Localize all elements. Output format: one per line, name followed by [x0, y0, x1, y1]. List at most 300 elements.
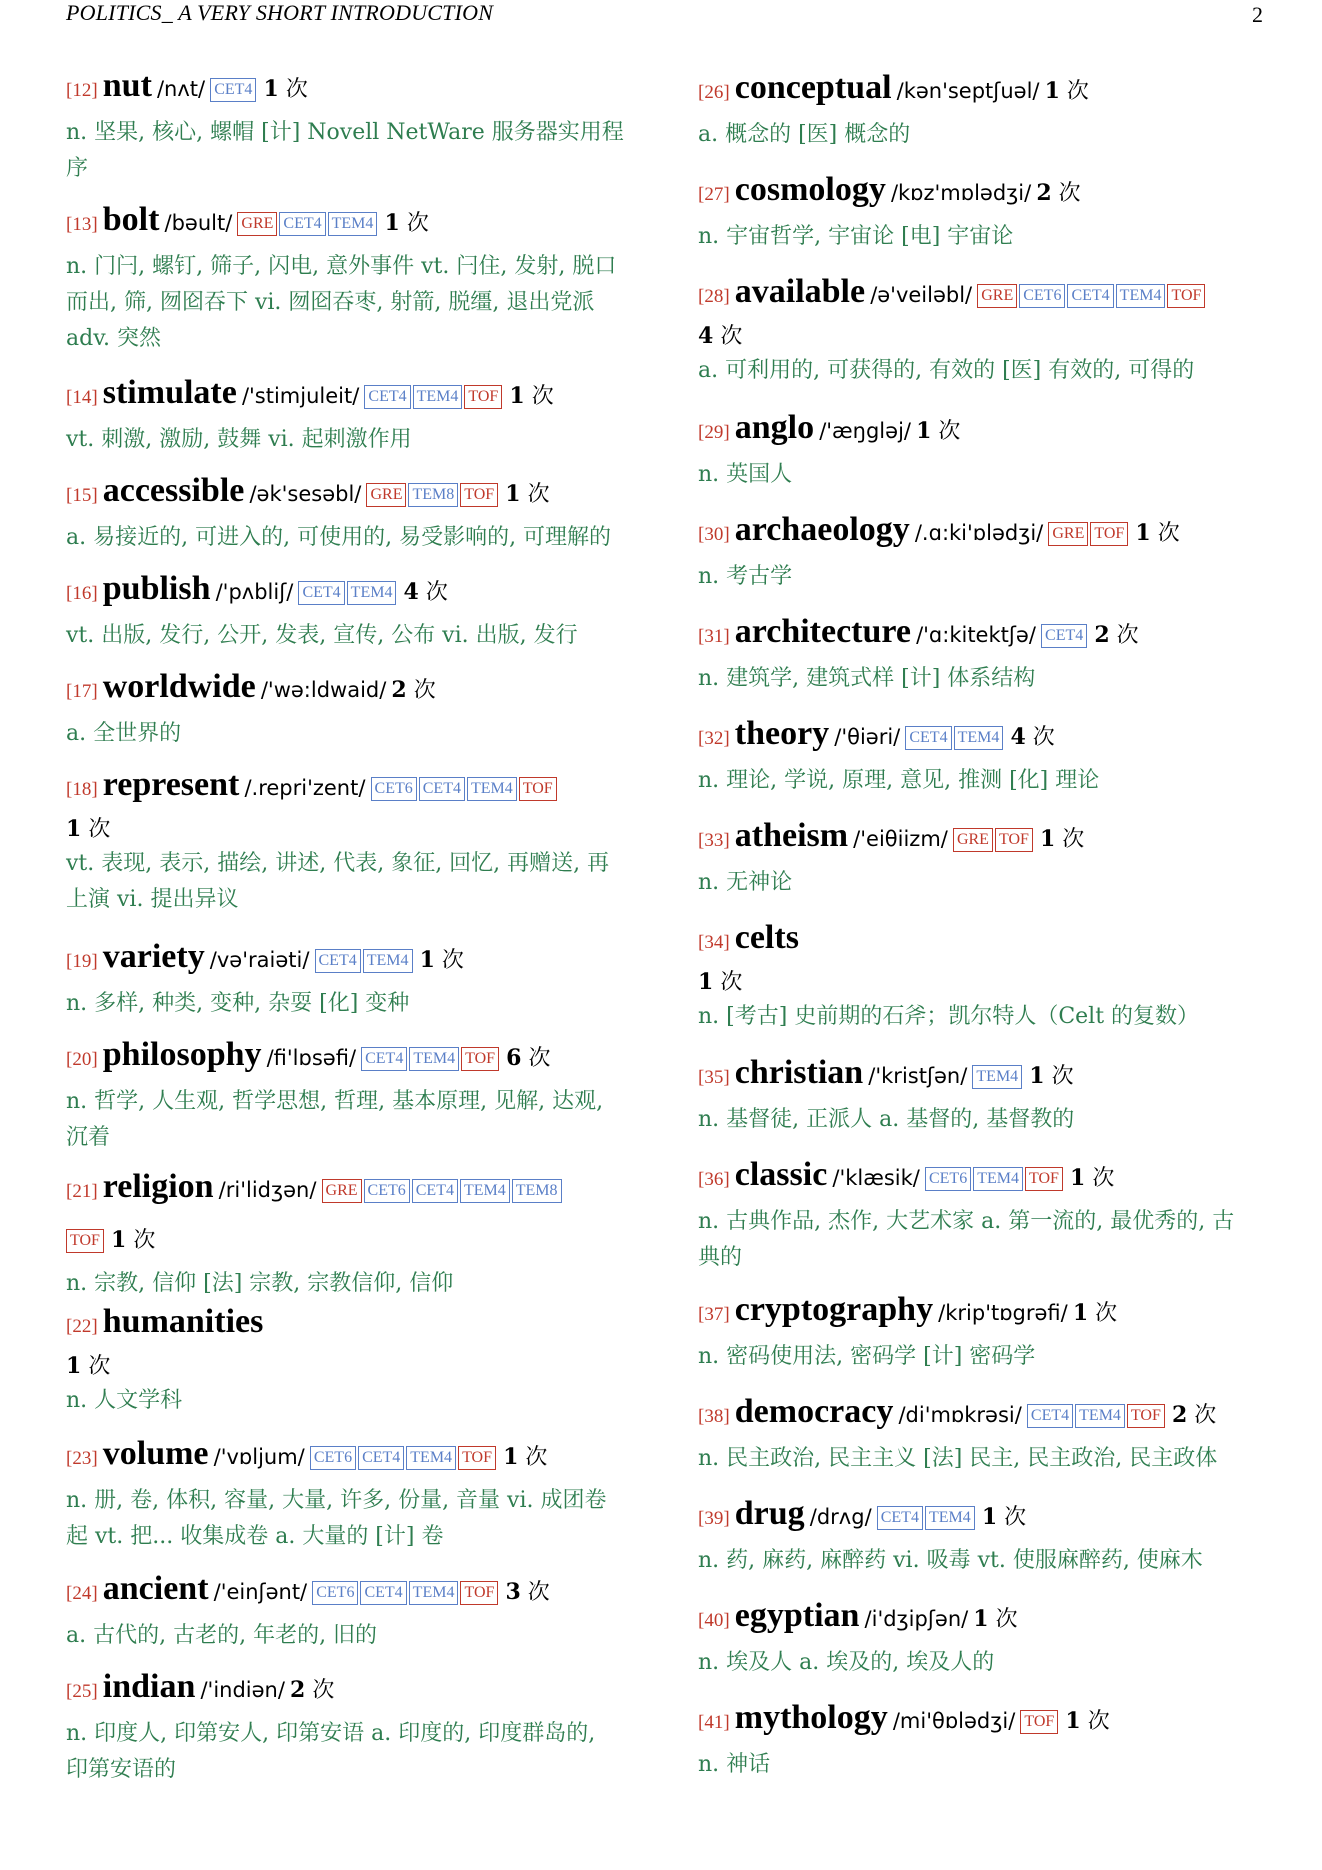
- entry-word: worldwide: [102, 668, 256, 705]
- definition-line: n. 宇宙哲学, 宇宙论 [电] 宇宙论: [698, 224, 1014, 249]
- entry-definition: [698, 457, 1274, 493]
- entry-word: christian: [734, 1054, 864, 1091]
- entry-index: [28]: [698, 286, 730, 307]
- entry-index: [16]: [66, 583, 98, 604]
- exam-tag-tem4: TEM4: [925, 1506, 975, 1530]
- exam-tag-cet4: CET4: [210, 78, 256, 102]
- entry-index: [26]: [698, 82, 730, 103]
- entry-headline: [66, 369, 638, 422]
- definition-line: n. 坚果, 核心, 螺帽 [计] Novell NetWare 服务器实用程: [66, 120, 624, 145]
- vocab-entry: [698, 166, 1274, 255]
- exam-tag-tof: TOF: [519, 777, 557, 801]
- entry-definition: [698, 661, 1274, 697]
- entry-phonetic: /kən'septʃuəl/: [896, 79, 1040, 103]
- vocab-entry: [66, 1430, 638, 1555]
- entry-definition: [698, 353, 1274, 389]
- entry-word: ancient: [102, 1570, 209, 1607]
- definition-line: vt. 表现, 表示, 描绘, 讲述, 代表, 象征, 回忆, 再赠送, 再: [66, 851, 610, 876]
- entry-headline: [698, 1286, 1274, 1339]
- entry-index: [23]: [66, 1448, 98, 1469]
- entry-occurrence-count: 1 次: [1044, 78, 1089, 104]
- entry-headline: [66, 196, 638, 249]
- exam-tag-gre: GRE: [366, 483, 406, 507]
- exam-tag-cet4: CET4: [358, 1446, 404, 1470]
- entry-index: [25]: [66, 1681, 98, 1702]
- entry-definition: [66, 1483, 638, 1555]
- entry-word: cryptography: [734, 1291, 934, 1328]
- exam-tag-cet4: CET4: [364, 385, 410, 409]
- entry-definition: [698, 1645, 1274, 1681]
- exam-tag-tof: TOF: [995, 828, 1033, 852]
- definition-line: 序: [66, 156, 89, 181]
- definition-line: n. 人文学科: [66, 1388, 183, 1413]
- vocab-entry: [698, 1151, 1274, 1276]
- entry-occurrence-count: 2 次: [1171, 1402, 1217, 1428]
- entry-word: mythology: [734, 1699, 888, 1736]
- definition-line: vt. 刺激, 激励, 鼓舞 vi. 起刺激作用: [66, 427, 412, 452]
- entry-word: egyptian: [734, 1597, 860, 1634]
- entry-index: [29]: [698, 422, 730, 443]
- definition-line: n. 宗教, 信仰 [法] 宗教, 宗教信仰, 信仰: [66, 1271, 454, 1296]
- entry-count-line: [698, 967, 1274, 999]
- entry-phonetic: /'æŋgləj/: [819, 419, 911, 443]
- entry-word: publish: [102, 570, 211, 607]
- entry-headline: [698, 166, 1274, 219]
- entry-phonetic: /'eiθiizm/: [853, 827, 948, 851]
- entry-word: cosmology: [734, 171, 886, 208]
- entry-headline: [66, 62, 638, 115]
- definition-line: n. 神话: [698, 1752, 771, 1777]
- definition-line: n. 册, 卷, 体积, 容量, 大量, 许多, 份量, 音量 vi. 成团卷: [66, 1488, 607, 1513]
- entry-word: atheism: [734, 817, 849, 854]
- exam-tag-tem8: TEM8: [512, 1179, 562, 1203]
- definition-line: n. 理论, 学说, 原理, 意见, 推测 [化] 理论: [698, 768, 1100, 793]
- entry-occurrence-count: 1 次: [505, 481, 550, 507]
- entry-occurrence-count: 1 次: [1039, 826, 1085, 852]
- entry-phonetic: /nʌt/: [156, 77, 206, 101]
- entry-occurrence-count: 1 次: [973, 1606, 1018, 1632]
- entry-definition: [66, 986, 638, 1022]
- entry-phonetic: /'stimjuleit/: [241, 384, 360, 408]
- entry-occurrence-count: 6 次: [506, 1045, 551, 1071]
- entry-index: [41]: [698, 1712, 730, 1733]
- entry-word: philosophy: [102, 1036, 262, 1073]
- definition-line: n. 密码使用法, 密码学 [计] 密码学: [698, 1344, 1036, 1369]
- entry-definition: [698, 865, 1274, 901]
- exam-tag-tem4: TEM4: [973, 1167, 1023, 1191]
- exam-tag-gre: GRE: [237, 212, 277, 236]
- entry-phonetic: /.repri'zent/: [244, 776, 366, 800]
- exam-tag-tem4: TEM4: [413, 385, 463, 409]
- vocab-entry: [66, 62, 638, 187]
- entry-word: represent: [102, 766, 240, 803]
- entry-occurrence-count: 1 次: [509, 383, 554, 409]
- exam-tag-tem4: TEM4: [972, 1065, 1022, 1089]
- entry-definition: [66, 618, 638, 654]
- entry-phonetic: /mi'θɒlədʒi/: [892, 1709, 1016, 1733]
- exam-tag-cet4: CET4: [905, 726, 951, 750]
- entry-headline-cont: [66, 1216, 638, 1266]
- entry-definition: [66, 1383, 638, 1419]
- entry-word: anglo: [734, 409, 815, 446]
- exam-tag-tof: TOF: [1167, 284, 1205, 308]
- vocab-entry: [698, 1694, 1274, 1783]
- entry-word: religion: [102, 1168, 214, 1205]
- definition-line: n. 门闩, 螺钉, 筛子, 闪电, 意外事件 vt. 闩住, 发射, 脱口: [66, 254, 617, 279]
- vocab-entry: [66, 933, 638, 1022]
- entry-phonetic: /'einʃənt/: [213, 1580, 308, 1604]
- entry-occurrence-count: 4 次: [1010, 724, 1055, 750]
- exam-tag-cet4: CET4: [360, 1581, 406, 1605]
- entry-index: [40]: [698, 1610, 730, 1631]
- definition-line: n. 基督徒, 正派人 a. 基督的, 基督教的: [698, 1107, 1075, 1132]
- definition-line: a. 全世界的: [66, 721, 182, 746]
- entry-headline: [698, 1388, 1274, 1441]
- entry-index: [19]: [66, 951, 98, 972]
- exam-tag-cet4: CET4: [877, 1506, 923, 1530]
- entry-headline: [66, 933, 638, 986]
- entry-definition: [698, 763, 1274, 799]
- entry-word: celts: [734, 919, 799, 956]
- vocab-entry: [698, 268, 1274, 389]
- exam-tag-tem4: TEM4: [406, 1446, 456, 1470]
- entry-headline: [66, 1565, 638, 1618]
- entry-definition: [698, 117, 1274, 153]
- entry-index: [24]: [66, 1583, 98, 1604]
- definition-line: 起 vt. 把... 收集成卷 a. 大量的 [计] 卷: [66, 1524, 444, 1549]
- entry-index: [17]: [66, 681, 98, 702]
- vocab-entry: [66, 196, 638, 357]
- entry-occurrence-count: 1 次: [66, 1353, 111, 1379]
- entry-headline: [66, 663, 638, 716]
- vocab-entry: [698, 1049, 1274, 1138]
- entry-index: [30]: [698, 524, 730, 545]
- entry-headline: [698, 812, 1274, 865]
- entry-headline: [698, 1049, 1274, 1102]
- entry-word: accessible: [102, 472, 245, 509]
- exam-tag-tem4: TEM4: [409, 1581, 459, 1605]
- exam-tag-tof: TOF: [1025, 1167, 1063, 1191]
- exam-tag-tof: TOF: [461, 1047, 499, 1071]
- definition-line: adv. 突然: [66, 326, 162, 351]
- entry-index: [31]: [698, 626, 730, 647]
- entry-headline: [698, 1592, 1274, 1645]
- vocab-entry: [66, 467, 638, 556]
- definition-line: 沉着: [66, 1125, 111, 1150]
- exam-tag-cet6: CET6: [371, 777, 417, 801]
- exam-tag-tem4: TEM4: [1075, 1404, 1125, 1428]
- entry-occurrence-count: 1 次: [916, 418, 961, 444]
- definition-line: vt. 出版, 发行, 公开, 发表, 宣传, 公布 vi. 出版, 发行: [66, 623, 578, 648]
- entry-index: [38]: [698, 1406, 730, 1427]
- exam-tag-cet6: CET6: [312, 1581, 358, 1605]
- entry-headline: [698, 404, 1274, 457]
- exam-tag-gre: GRE: [1048, 522, 1088, 546]
- exam-tag-tem4: TEM4: [460, 1179, 510, 1203]
- entry-occurrence-count: 1 次: [981, 1504, 1027, 1530]
- vocab-entry: [698, 506, 1274, 595]
- vocab-entry: [698, 710, 1274, 799]
- exam-tag-cet4: CET4: [1067, 284, 1113, 308]
- entry-index: [37]: [698, 1304, 730, 1325]
- entry-headline: [66, 1031, 638, 1084]
- vocab-entry: [66, 565, 638, 654]
- definition-line: a. 可利用的, 可获得的, 有效的 [医] 有效的, 可得的: [698, 358, 1195, 383]
- entry-headline: [698, 608, 1274, 661]
- entry-phonetic: /ə'veiləbl/: [870, 283, 973, 307]
- entry-headline: [66, 1430, 638, 1483]
- exam-tag-tem4: TEM4: [1116, 284, 1166, 308]
- entry-definition: [698, 1102, 1274, 1138]
- definition-line: n. 考古学: [698, 564, 793, 589]
- entry-definition: [698, 1339, 1274, 1375]
- entry-headline: [698, 268, 1274, 321]
- entry-headline: [698, 1694, 1274, 1747]
- vocab-entry: [698, 812, 1274, 901]
- entry-headline: [66, 1163, 638, 1216]
- entry-index: [12]: [66, 80, 98, 101]
- entry-word: democracy: [734, 1393, 894, 1430]
- exam-tag-gre: GRE: [322, 1179, 362, 1203]
- exam-tag-tof: TOF: [1090, 522, 1128, 546]
- entry-phonetic: /drʌg/: [809, 1505, 872, 1529]
- definition-line: 上演 vi. 提出异议: [66, 887, 239, 912]
- definition-line: n. 印度人, 印第安人, 印第安语 a. 印度的, 印度群岛的,: [66, 1721, 596, 1746]
- exam-tag-gre: GRE: [953, 828, 993, 852]
- entry-occurrence-count: 1 次: [1135, 520, 1180, 546]
- entry-word: theory: [734, 715, 830, 752]
- exam-tag-cet4: CET4: [315, 949, 361, 973]
- exam-tag-cet4: CET4: [1041, 624, 1087, 648]
- page-header-title: POLITICS_ A VERY SHORT INTRODUCTION: [66, 0, 494, 25]
- entry-definition: [66, 1716, 638, 1788]
- entry-word: volume: [102, 1435, 209, 1472]
- entry-phonetic: /'wə:ldwaid/: [260, 678, 387, 702]
- definition-line: n. 无神论: [698, 870, 793, 895]
- entry-index: [35]: [698, 1067, 730, 1088]
- exam-tag-tem8: TEM8: [408, 483, 458, 507]
- entry-definition: [66, 1084, 638, 1156]
- exam-tag-gre: GRE: [977, 284, 1017, 308]
- entry-headline: [66, 565, 638, 618]
- exam-tag-tof: TOF: [1127, 1404, 1165, 1428]
- exam-tag-cet4: CET4: [279, 212, 325, 236]
- entry-index: [20]: [66, 1049, 98, 1070]
- entry-phonetic: /di'mɒkrəsi/: [898, 1403, 1022, 1427]
- exam-tag-tof: TOF: [460, 1581, 498, 1605]
- entry-occurrence-count: 1 次: [698, 969, 743, 995]
- exam-tag-cet4: CET4: [419, 777, 465, 801]
- entry-occurrence-count: 3 次: [505, 1579, 550, 1605]
- entry-occurrence-count: 1 次: [419, 947, 464, 973]
- entry-word: available: [734, 273, 866, 310]
- definition-line: 印第安语的: [66, 1757, 177, 1782]
- vocab-entry: [698, 1490, 1274, 1579]
- entry-definition: [698, 559, 1274, 595]
- entry-occurrence-count: 1 次: [1070, 1165, 1115, 1191]
- entry-definition: [66, 1266, 638, 1302]
- entry-occurrence-count: 1 次: [66, 816, 111, 842]
- exam-tag-tof: TOF: [460, 483, 498, 507]
- entry-word: variety: [102, 938, 205, 975]
- entry-phonetic: /krip'tɒgrəfi/: [938, 1301, 1068, 1325]
- definition-line: n. 哲学, 人生观, 哲学思想, 哲理, 基本原理, 见解, 达观,: [66, 1089, 604, 1114]
- entry-phonetic: /'indiən/: [200, 1678, 285, 1702]
- entry-occurrence-count: 2 次: [1036, 180, 1081, 206]
- vocab-entry: [66, 761, 638, 918]
- definition-line: a. 易接近的, 可进入的, 可使用的, 易受影响的, 可理解的: [66, 525, 612, 550]
- entry-index: [13]: [66, 214, 98, 235]
- entry-definition: [66, 422, 638, 458]
- entry-index: [22]: [66, 1316, 98, 1337]
- entry-index: [34]: [698, 932, 730, 953]
- exam-tag-cet4: CET4: [412, 1179, 458, 1203]
- entry-occurrence-count: 4 次: [403, 579, 448, 605]
- entry-phonetic: /kɒz'mɒlədʒi/: [890, 181, 1032, 205]
- exam-tag-tem4: TEM4: [363, 949, 413, 973]
- entry-definition: [698, 219, 1274, 255]
- definition-line: 典的: [698, 1245, 743, 1270]
- entry-word: classic: [734, 1156, 828, 1193]
- entry-index: [33]: [698, 830, 730, 851]
- entry-occurrence-count: 2 次: [1094, 622, 1139, 648]
- entry-definition: [66, 716, 638, 752]
- entry-headline: [698, 64, 1274, 117]
- definition-line: 而出, 筛, 囫囵吞下 vi. 囫囵吞枣, 射箭, 脱缰, 退出党派: [66, 290, 595, 315]
- entry-definition: [66, 249, 638, 357]
- entry-definition: [66, 520, 638, 556]
- entry-occurrence-count: 1 次: [1065, 1708, 1110, 1734]
- entry-occurrence-count: 1 次: [384, 210, 429, 236]
- vocab-entry: [66, 369, 638, 458]
- entry-phonetic: /'pʌbliʃ/: [215, 580, 294, 604]
- entry-definition: [66, 1618, 638, 1654]
- entry-occurrence-count: 1 次: [1072, 1300, 1118, 1326]
- entry-phonetic: /.ɑ:ki'ɒlədʒi/: [914, 521, 1044, 545]
- exam-tag-tof: TOF: [66, 1229, 104, 1253]
- entry-phonetic: /və'raiəti/: [209, 948, 310, 972]
- exam-tag-tof: TOF: [1020, 1710, 1058, 1734]
- entry-occurrence-count: 4 次: [698, 323, 743, 349]
- entry-phonetic: /ri'lidʒən/: [218, 1178, 317, 1202]
- entry-word: stimulate: [102, 374, 237, 411]
- entry-definition: [698, 1441, 1274, 1477]
- entry-word: architecture: [734, 613, 911, 650]
- exam-tag-cet6: CET6: [310, 1446, 356, 1470]
- entry-headline: [66, 1298, 638, 1351]
- entry-occurrence-count: 1 次: [111, 1227, 156, 1253]
- exam-tag-cet4: CET4: [1027, 1404, 1073, 1428]
- vocab-entry: [66, 1565, 638, 1654]
- entry-headline: [698, 506, 1274, 559]
- entry-count-line: [698, 321, 1274, 353]
- entry-word: indian: [102, 1668, 196, 1705]
- definition-line: n. 多样, 种类, 变种, 杂耍 [化] 变种: [66, 991, 410, 1016]
- entry-occurrence-count: 2 次: [290, 1677, 335, 1703]
- vocab-entry: [698, 404, 1274, 493]
- entry-headline: [698, 1490, 1274, 1543]
- exam-tag-tem4: TEM4: [467, 777, 517, 801]
- vocab-entry: [66, 663, 638, 752]
- entry-index: [39]: [698, 1508, 730, 1529]
- definition-line: n. [考古] 史前期的石斧；凯尔特人（Celt 的复数）: [698, 1004, 1200, 1029]
- entry-definition: [698, 1543, 1274, 1579]
- exam-tag-tof: TOF: [458, 1446, 496, 1470]
- exam-tag-tem4: TEM4: [409, 1047, 459, 1071]
- vocab-entry: [66, 1663, 638, 1788]
- vocab-entry: [698, 1388, 1274, 1477]
- entry-definition: [698, 1747, 1274, 1783]
- entry-count-line: [66, 814, 638, 846]
- vocab-entry: [698, 608, 1274, 697]
- entry-phonetic: /'klæsik/: [832, 1166, 920, 1190]
- definition-line: n. 药, 麻药, 麻醉药 vi. 吸毒 vt. 使服麻醉药, 使麻木: [698, 1548, 1203, 1573]
- entry-occurrence-count: 1 次: [263, 76, 308, 102]
- vocab-entry: [698, 914, 1274, 1035]
- vocab-entry: [698, 1592, 1274, 1681]
- vocab-entry: [66, 1298, 638, 1419]
- exam-tag-tem4: TEM4: [347, 581, 397, 605]
- entry-index: [32]: [698, 728, 730, 749]
- entry-definition: [698, 999, 1274, 1035]
- entry-headline: [698, 914, 1274, 967]
- entry-index: [36]: [698, 1169, 730, 1190]
- entry-headline: [698, 1151, 1274, 1204]
- exam-tag-tem4: TEM4: [954, 726, 1004, 750]
- entry-word: nut: [102, 67, 152, 104]
- entry-word: humanities: [102, 1303, 264, 1340]
- entry-occurrence-count: 1 次: [503, 1444, 548, 1470]
- vocab-entry: [66, 1163, 638, 1302]
- entry-headline: [698, 710, 1274, 763]
- entry-phonetic: /fi'lɒsəfi/: [266, 1046, 357, 1070]
- entry-index: [15]: [66, 485, 98, 506]
- exam-tag-cet4: CET4: [361, 1047, 407, 1071]
- entry-definition: [66, 115, 638, 187]
- page-number: 2: [1252, 2, 1263, 27]
- entry-definition: [66, 846, 638, 918]
- exam-tag-cet6: CET6: [1019, 284, 1065, 308]
- vocab-entry: [698, 1286, 1274, 1375]
- vocab-entry: [698, 64, 1274, 153]
- definition-line: n. 英国人: [698, 462, 793, 487]
- exam-tag-cet4: CET4: [298, 581, 344, 605]
- entry-word: archaeology: [734, 511, 910, 548]
- exam-tag-tof: TOF: [464, 385, 502, 409]
- definition-line: n. 埃及人 a. 埃及的, 埃及人的: [698, 1650, 995, 1675]
- entry-word: drug: [734, 1495, 805, 1532]
- entry-headline: [66, 761, 638, 814]
- entry-phonetic: /bəult/: [164, 211, 233, 235]
- entry-definition: [698, 1204, 1274, 1276]
- entry-index: [18]: [66, 779, 98, 800]
- entry-occurrence-count: 1 次: [1029, 1063, 1074, 1089]
- entry-headline: [66, 467, 638, 520]
- entry-occurrence-count: 2 次: [391, 677, 436, 703]
- definition-line: n. 民主政治, 民主主义 [法] 民主, 民主政治, 民主政体: [698, 1446, 1218, 1471]
- vocab-entry: [66, 1031, 638, 1156]
- exam-tag-cet6: CET6: [364, 1179, 410, 1203]
- definition-line: a. 概念的 [医] 概念的: [698, 122, 911, 147]
- entry-word: conceptual: [734, 69, 892, 106]
- entry-phonetic: /'vɒljum/: [213, 1445, 305, 1469]
- definition-line: a. 古代的, 古老的, 年老的, 旧的: [66, 1623, 378, 1648]
- entry-phonetic: /'ɑ:kitektʃə/: [916, 623, 1036, 647]
- exam-tag-tem4: TEM4: [328, 212, 378, 236]
- entry-headline: [66, 1663, 638, 1716]
- entry-index: [14]: [66, 387, 98, 408]
- definition-line: n. 古典作品, 杰作, 大艺术家 a. 第一流的, 最优秀的, 古: [698, 1209, 1235, 1234]
